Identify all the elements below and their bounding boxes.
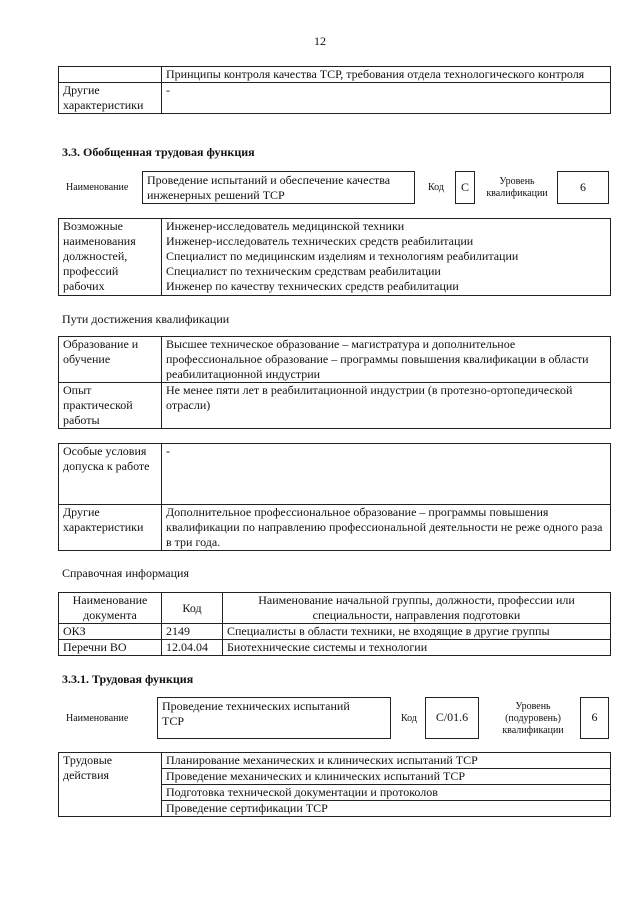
page-number: 12 <box>314 34 326 48</box>
ref-cell: 2149 <box>162 624 223 640</box>
ref-cell: Биотехнические системы и технологии <box>223 640 611 656</box>
qualification-paths-title: Пути достижения квалификации <box>62 312 230 326</box>
top-table-other-value: - <box>162 83 611 114</box>
ref-header-name: Наименование начальной группы, должности, профессии или специальности, направления подготовки <box>223 593 611 624</box>
list-item: Планирование механических и клинических испытаний ТСР <box>162 753 611 769</box>
labor-function-name: Проведение технических испытаний ТСР <box>157 697 391 739</box>
table-row <box>59 624 611 640</box>
list-item: Специалист по техническим средствам реабилитации <box>166 264 441 278</box>
table-row <box>59 640 611 656</box>
labor-actions-label: Трудовые действия <box>59 753 162 817</box>
tf-name-label: Наименование <box>66 713 129 724</box>
top-table-principles: Принципы контроля качества ТСР, требования отдела технологического контроля <box>162 67 611 83</box>
education-label: Образование и обучение <box>59 337 162 383</box>
possible-names-list <box>162 219 611 296</box>
education-value: Высшее техническое образование – магистратура и дополнительное профессиональное образование – программы повышения квалификации в области реабилитационной индустрии <box>162 337 611 383</box>
level-value: 6 <box>557 171 609 204</box>
conditions-table <box>58 443 611 551</box>
ref-cell: Специалисты в области техники, не входящие в другие группы <box>223 624 611 640</box>
experience-value: Не менее пяти лет в реабилитационной индустрии (в протезно-ортопедической отрасли) <box>162 383 611 429</box>
ref-header-code: Код <box>162 593 223 624</box>
generalized-function-name: Проведение испытаний и обеспечение качества инженерных решений ТСР <box>142 171 415 204</box>
list-item: Проведение сертификации ТСР <box>162 801 611 817</box>
special-conditions-label: Особые условия допуска к работе <box>59 444 162 505</box>
code-value: C <box>455 171 475 204</box>
tf-level-label: Уровень (подуровень) квалификации <box>502 701 564 736</box>
other-characteristics-value: Дополнительное профессиональное образование – программы повышения квалификации по направлению профессиональной деятельности не реже одного раза в три года. <box>162 505 611 551</box>
possible-names-table <box>58 218 611 296</box>
tf-level-value: 6 <box>580 697 609 739</box>
ref-header-doc: Наименование документа <box>59 593 162 624</box>
experience-label: Опыт практической работы <box>59 383 162 429</box>
top-table <box>58 66 611 114</box>
list-item: Инженер по качеству технических средств реабилитации <box>166 279 459 293</box>
list-item: Проведение механических и клинических испытаний ТСР <box>162 769 611 785</box>
ref-cell: 12.04.04 <box>162 640 223 656</box>
name-label: Наименование <box>66 182 129 193</box>
list-item: Инженер-исследователь медицинской техники <box>166 219 405 233</box>
list-item: Инженер-исследователь технических средств реабилитации <box>166 234 474 248</box>
top-table-other-label: Другие характеристики <box>59 83 162 114</box>
tf-code-label: Код <box>401 713 417 724</box>
tf-code-value: C/01.6 <box>425 697 479 739</box>
other-characteristics-label: Другие характеристики <box>59 505 162 551</box>
level-label: Уровень квалификации <box>486 176 548 199</box>
reference-title: Справочная информация <box>62 566 189 580</box>
section-3-3-heading: 3.3. Обобщенная трудовая функция <box>62 145 255 159</box>
code-label: Код <box>428 182 444 193</box>
ref-cell: ОКЗ <box>59 624 162 640</box>
possible-names-label: Возможные наименования должностей, профессий рабочих <box>59 219 162 296</box>
section-3-3-1-heading: 3.3.1. Трудовая функция <box>62 672 194 686</box>
labor-actions-table <box>58 752 611 817</box>
qualification-table <box>58 336 611 429</box>
special-conditions-value: - <box>162 444 611 505</box>
ref-cell: Перечни ВО <box>59 640 162 656</box>
list-item: Подготовка технической документации и протоколов <box>162 785 611 801</box>
reference-table <box>58 592 611 656</box>
list-item: Специалист по медицинским изделиям и технологиям реабилитации <box>166 249 519 263</box>
